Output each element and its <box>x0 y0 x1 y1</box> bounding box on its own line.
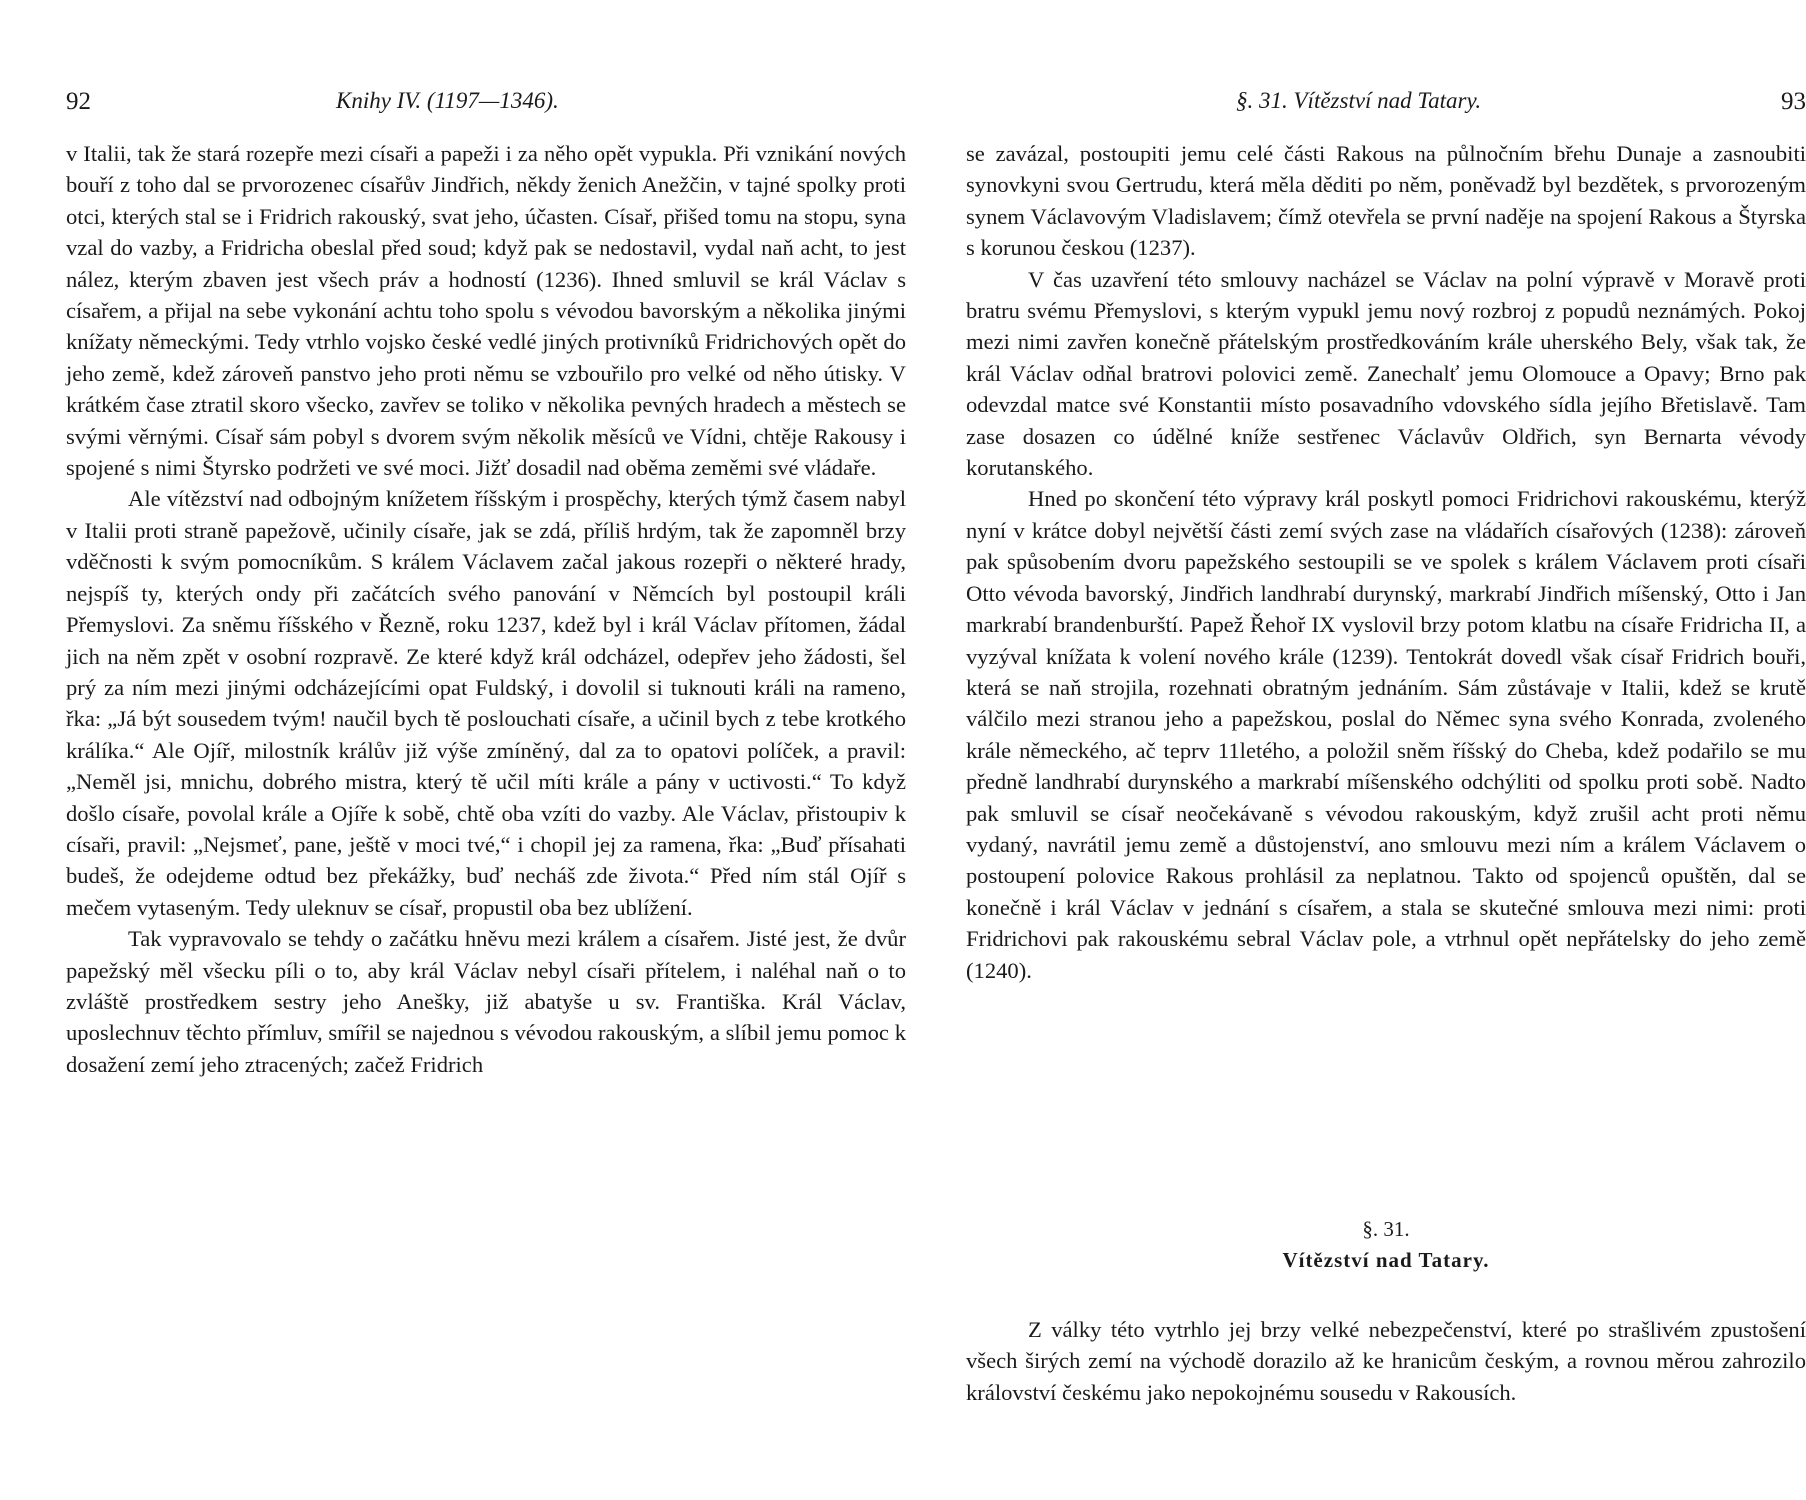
page-number: 93 <box>1781 88 1806 115</box>
left-page <box>66 0 906 1500</box>
section-title: Vítězství nad Tatary. <box>1282 1248 1490 1272</box>
page-body <box>966 138 1806 986</box>
paragraph: Tak vypravovalo se tehdy o začátku hněvu mezi králem a císařem. Jisté jest, že dvůr papežský měl všecku píli o to, aby král Václav nebyl císaři přítelem, i naléhal naň o to zvláště prostředkem sestry jeho Anešky, již abatyše u sv. Františka. Král Václav, uposlechnuv těchto přímluv, smířil se najednou s vévodou rakouským, a slíbil jemu pomoc k dosažení zemí jeho ztracených; začež Fridrich <box>66 926 906 1077</box>
right-page <box>966 0 1806 1500</box>
running-head <box>966 88 1806 122</box>
paragraph: V čas uzavření této smlouvy nacházel se Václav na polní výpravě v Moravě proti bratru svému Přemyslovi, s kterým vypukl jemu nový rozbroj z popudů neznámých. Pokoj mezi nimi zavřen konečně přátelským prostředkováním krále uherského Bely, však tak, že král Václav odňal bratrovi polovici země. Zanechalť jemu Olomouce a Opavy; Brno pak odevzdal matce své Konstantii místo posavadního vdovského sídla jejího Břetislavě. Tam zase dosazen co údělné kníže sestřenec Václavův Oldřich, syn Bernarta vévody korutanského. <box>966 266 1806 481</box>
running-head-title: §. 31. Vítězství nad Tatary. <box>1236 88 1482 113</box>
paragraph: Hned po skončení této výpravy král poskytl pomoci Fridrichovi rakouskému, kterýž nyní v krátce dobyl největší části zemí svých zase na vládařích císařových (1238): zároveň pak spůsobením dvoru papežského sestoupili se ve spolek s králem Václavem proti císaři Otto vévoda bavorský, Jindřich landhrabí durynský, markrabí Jindřich míšenský, Otto i Jan markrabí brandenburští. Papež Řehoř IX vyslovil brzy potom klatbu na císaře Fridricha II, a vyzýval knížata k volení nového krále (1239). Tentokrát dovedl však císař Fridrich bouři, která se naň strojila, rozehnati obratným jednáním. Sám zůstávaje v Italii, kdež se krutě válčilo mezi stranou jeho a papežskou, poslal do Němec syna svého Konrada, zvoleného krále německého, ač teprv 11letého, a položil sněm říšský do Cheba, kdež podařilo se mu předně landhrabí durynského a markrabí míšenského odchýliti od spolku proti sobě. Nadto pak smluvil se císař neočekávaně s vévodou rakouským, když zrušil acht proti němu vydaný, navrátil jemu země a důstojenství, ano smlouvu mezi ním a králem Václavem o postoupení polovice Rakous prohlásil za neplatnou. Takto od spojenců opuštěn, dal se konečně i král Václav v jednání s císařem, a stala se skutečné smlouva mezi nimi: proti Fridrichovi pak rakouskému sebral Václav pole, a vtrhnul opět nepřátelsky do jeho země (1240). <box>966 486 1806 983</box>
section-body <box>966 1314 1806 1408</box>
section-heading <box>966 1214 1806 1276</box>
paragraph: se zavázal, postoupiti jemu celé části Rakous na půlnočním břehu Dunaje a zasnoubiti synovkyni svou Gertrudu, která měla děditi po něm, poněvadž byl bezdětek, s prvorozeným synem Václavovým Vladislavem; čímž otevřela se první naděje na spojení Rakous a Štyrska s korunou českou (1237). <box>966 141 1806 261</box>
page-body <box>66 138 906 1080</box>
section-number: §. 31. <box>1362 1217 1410 1241</box>
paragraph: Z války této vytrhlo jej brzy velké nebezpečenství, které po strašlivém zpustošení všech širých zemí na východě dorazilo až ke hranicům českým, a rovnou měrou zahrozilo království českému jako nepokojnému sousedu v Rakousích. <box>966 1317 1806 1405</box>
running-head <box>66 88 906 122</box>
page-number: 92 <box>66 88 91 115</box>
paragraph: Ale vítězství nad odbojným knížetem říšským i prospěchy, kterých týmž časem nabyl v Italii proti straně papežově, učinily císaře, jak se zdá, příliš hrdým, tak že zapomněl brzy vděčnosti k svým pomocníkům. S králem Václavem začal jakous rozepři o některé hrady, nejspíš ty, kterých ondy při začátcích svého panování v Němcích byl postoupil králi Přemyslovi. Za sněmu říšského v Řezně, roku 1237, kdež byl i král Václav přítomen, žádal jich na něm zpět v osobní rozpravě. Ze které když král odcházel, odepřev jeho žádosti, šel prý za ním mezi jinými odcházejícími opat Fuldský, i dovolil si tuknouti králi na rameno, řka: „Já být sousedem tvým! naučil bych tě poslouchati císaře, a učinil bych z tebe krotkého králíka.“ Ale Ojíř, milostník králův již výše zmíněný, dal za to opatovi políček, a pravil: „Neměl jsi, mnichu, dobrého mistra, který tě učil míti krále a pány v uctivosti.“ To když došlo císaře, povolal krále a Ojíře k sobě, chtě oba vzíti do vazby. Ale Václav, přistoupiv k císaři, pravil: „Nejsmeť, pane, ještě v moci tvé,“ i chopil jej za ramena, řka: „Buď přísahati budeš, že odejdeme odtud bez překážky, buď necháš zde života.“ Před ním stál Ojíř s mečem vytaseným. Tedy uleknuv se císař, propustil oba bez ublížení. <box>66 486 906 920</box>
running-head-title: Knihy IV. (1197—1346). <box>336 88 559 113</box>
paragraph: v Italii, tak že stará rozepře mezi císaři a papeži i za něho opět vypukla. Při vznikání nových bouří z toho dal se prvorozenec císařův Jindřich, někdy ženich Anežčin, v tajné spolky proti otci, kterých stal se i Fridrich rakouský, svat jeho, účasten. Císař, přišed tomu na stopu, syna vzal do vazby, a Fridricha obeslal před soud; když pak se nedostavil, vydal naň acht, to jest nález, kterým zbaven jest všech práv a hodností (1236). Ihned smluvil se král Václav s císařem, a přijal na sebe vykonání achtu toho spolu s vévodou bavorským a několika jinými knížaty německými. Tedy vtrhlo vojsko české vedlé jiných protivníků Fridrichových opět do jeho země, kdež zároveň panstvo jeho proti němu se vzbouřilo pro velké od něho útisky. V krátkém čase ztratil skoro všecko, zavřev se toliko v několika pevných hradech a městech se svými věrnými. Císař sám pobyl s dvorem svým několik měsíců ve Vídni, chtěje Rakousy i spojené s nimi Štyrsko podržeti ve své moci. Jižť dosadil nad oběma zeměmi své vládaře. <box>66 141 906 481</box>
